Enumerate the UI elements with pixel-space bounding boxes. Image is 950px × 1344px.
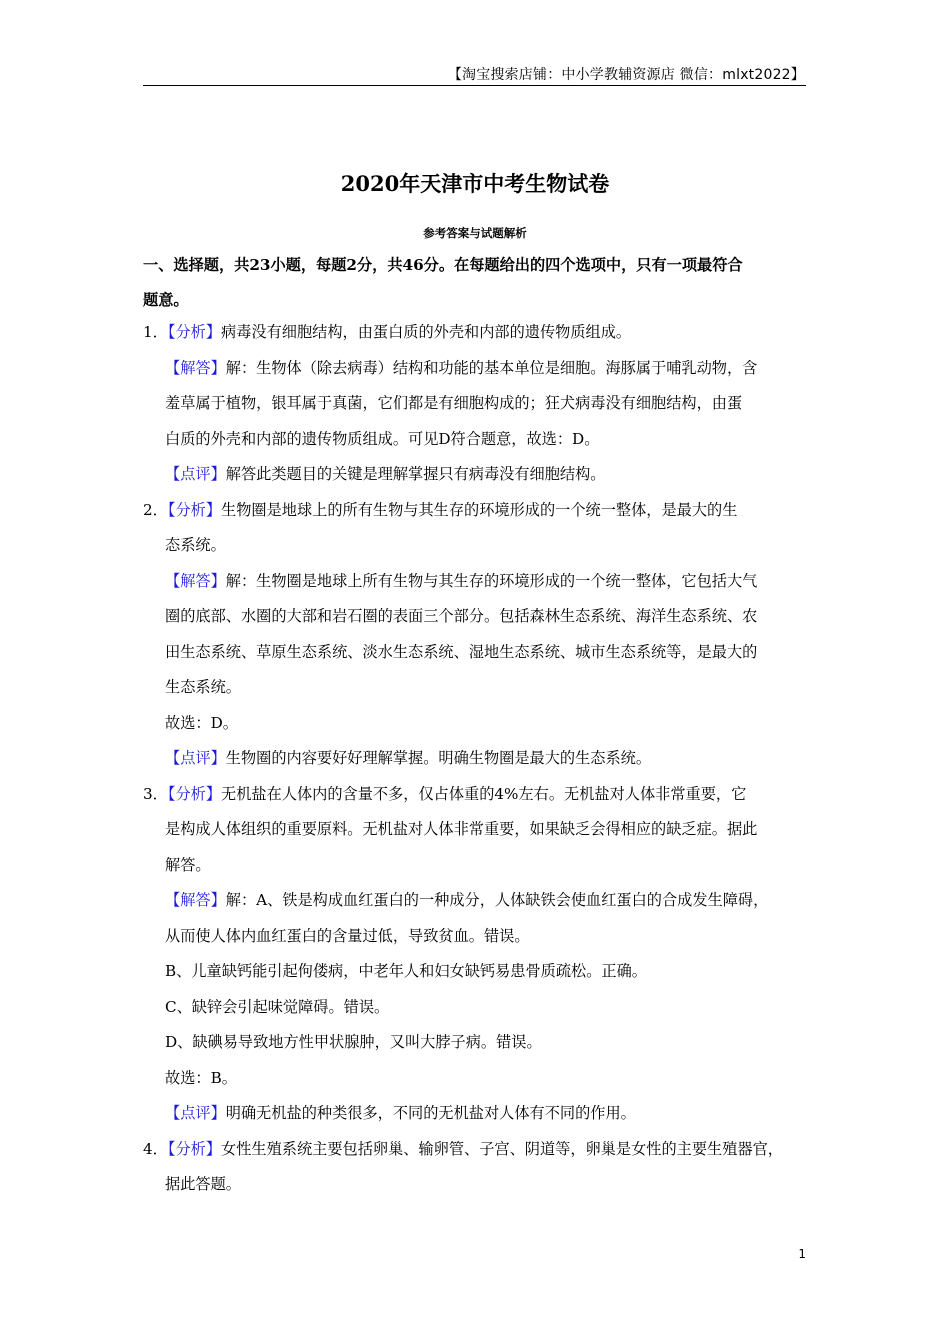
q2-answer-line: 生态系统。 bbox=[165, 678, 241, 696]
comment-tag: 【点评】 bbox=[165, 749, 226, 767]
comment-tag: 【点评】 bbox=[165, 465, 226, 483]
question-number: 3． bbox=[143, 784, 168, 803]
section-heading-line: 一、选择题，共23小题，每题2分，共46分。在每题给出的四个选项中，只有一项最符合 bbox=[143, 256, 743, 274]
q2-answer-line: 圈的底部、水圈的大部和岩石圈的表面三个部分。包括森林生态系统、海洋生态系统、农 bbox=[165, 607, 758, 625]
header-text: 【淘宝搜索店铺：中小学教辅资源店 微信：mlxt2022】 bbox=[447, 67, 805, 83]
q4-analysis-line: 据此答题。 bbox=[165, 1175, 241, 1193]
q1-analysis-line bbox=[143, 315, 813, 351]
answer-text: 解：生物圈是地球上所有生物与其生存的环境形成的一个统一整体，它包括大气 bbox=[225, 571, 758, 590]
q2-answer-line bbox=[143, 564, 813, 600]
question-4 bbox=[143, 1132, 813, 1203]
comment-text: 明确无机盐的种类很多，不同的无机盐对人体有不同的作用。 bbox=[225, 1104, 636, 1122]
q2-analysis-line bbox=[143, 493, 813, 529]
comment-text: 生物圈的内容要好好理解掌握。明确生物圈是最大的生态系统。 bbox=[225, 749, 651, 767]
q3-answer-line: 故选：B。 bbox=[165, 1068, 237, 1087]
q1-answer-line: 白质的外壳和内部的遗传物质组成。可见D符合题意，故选：D。 bbox=[165, 429, 600, 448]
analysis-text: 生物圈是地球上的所有生物与其生存的环境形成的一个统一整体，是最大的生 bbox=[221, 500, 738, 519]
q2-answer-line: 田生态系统、草原生态系统、淡水生态系统、湿地生态系统、城市生态系统等，是最大的 bbox=[165, 642, 758, 661]
question-1 bbox=[143, 315, 813, 493]
analysis-text: 病毒没有细胞结构，由蛋白质的外壳和内部的遗传物质组成。 bbox=[221, 323, 632, 341]
q3-answer-line: C、缺锌会引起味觉障碍。错误。 bbox=[165, 997, 390, 1016]
q2-comment-line bbox=[143, 741, 813, 777]
question-number: 2． bbox=[143, 500, 168, 519]
page-title: 2020年天津市中考生物试卷 bbox=[340, 171, 610, 196]
q3-answer-line bbox=[143, 883, 813, 919]
section-heading-line: 题意。 bbox=[143, 291, 189, 309]
question-3 bbox=[143, 777, 813, 1132]
q2-analysis-line: 态系统。 bbox=[165, 536, 226, 554]
q3-analysis-line bbox=[143, 777, 813, 813]
analysis-tag: 【分析】 bbox=[167, 784, 222, 803]
answer-tag: 【解答】 bbox=[165, 571, 226, 590]
analysis-tag: 【分析】 bbox=[167, 1139, 222, 1158]
question-2 bbox=[143, 493, 813, 777]
q1-answer-line bbox=[143, 351, 813, 387]
question-number: 4． bbox=[143, 1139, 168, 1158]
analysis-tag: 【分析】 bbox=[167, 323, 222, 341]
q4-analysis-line bbox=[143, 1132, 813, 1168]
question-number: 1． bbox=[143, 323, 168, 341]
answer-text: 解：生物体（除去病毒）结构和功能的基本单位是细胞。海豚属于哺乳动物，含 bbox=[225, 358, 758, 377]
analysis-tag: 【分析】 bbox=[167, 500, 222, 519]
q3-analysis-line: 解答。 bbox=[165, 855, 211, 874]
q3-answer-line: D、缺碘易导致地方性甲状腺肿，又叫大脖子病。错误。 bbox=[165, 1033, 542, 1051]
header-rule bbox=[143, 85, 806, 86]
page-number: 1 bbox=[798, 1247, 806, 1261]
section-heading bbox=[143, 248, 808, 318]
comment-text: 解答此类题目的关键是理解掌握只有病毒没有细胞结构。 bbox=[225, 465, 606, 483]
answer-content bbox=[143, 315, 813, 1203]
analysis-text: 女性生殖系统主要包括卵巢、输卵管、子宫、阴道等，卵巢是女性的主要生殖器官， bbox=[221, 1139, 783, 1158]
q2-answer-line: 故选：D。 bbox=[165, 713, 238, 732]
q3-analysis-line: 是构成人体组织的重要原料。无机盐对人体非常重要，如果缺乏会得相应的缺乏症。据此 bbox=[165, 820, 758, 838]
q3-comment-line bbox=[143, 1096, 813, 1132]
analysis-text: 无机盐在人体内的含量不多，仅占体重的4%左右。无机盐对人体非常重要，它 bbox=[221, 784, 747, 803]
comment-tag: 【点评】 bbox=[165, 1104, 226, 1122]
answer-text: 解：A、铁是构成血红蛋白的一种成分，人体缺铁会使血红蛋白的合成发生障碍， bbox=[225, 891, 769, 909]
answer-tag: 【解答】 bbox=[165, 891, 226, 909]
answer-tag: 【解答】 bbox=[165, 358, 226, 377]
q3-answer-line: B、儿童缺钙能引起佝偻病，中老年人和妇女缺钙易患骨质疏松。正确。 bbox=[165, 962, 647, 980]
q1-answer-line: 羞草属于植物，银耳属于真菌，它们都是有细胞构成的；狂犬病毒没有细胞结构，由蛋 bbox=[165, 394, 743, 412]
page-subtitle: 参考答案与试题解析 bbox=[423, 226, 527, 240]
q3-answer-line: 从而使人体内血红蛋白的含量过低，导致贫血。错误。 bbox=[165, 926, 530, 945]
q1-comment-line bbox=[143, 457, 813, 493]
